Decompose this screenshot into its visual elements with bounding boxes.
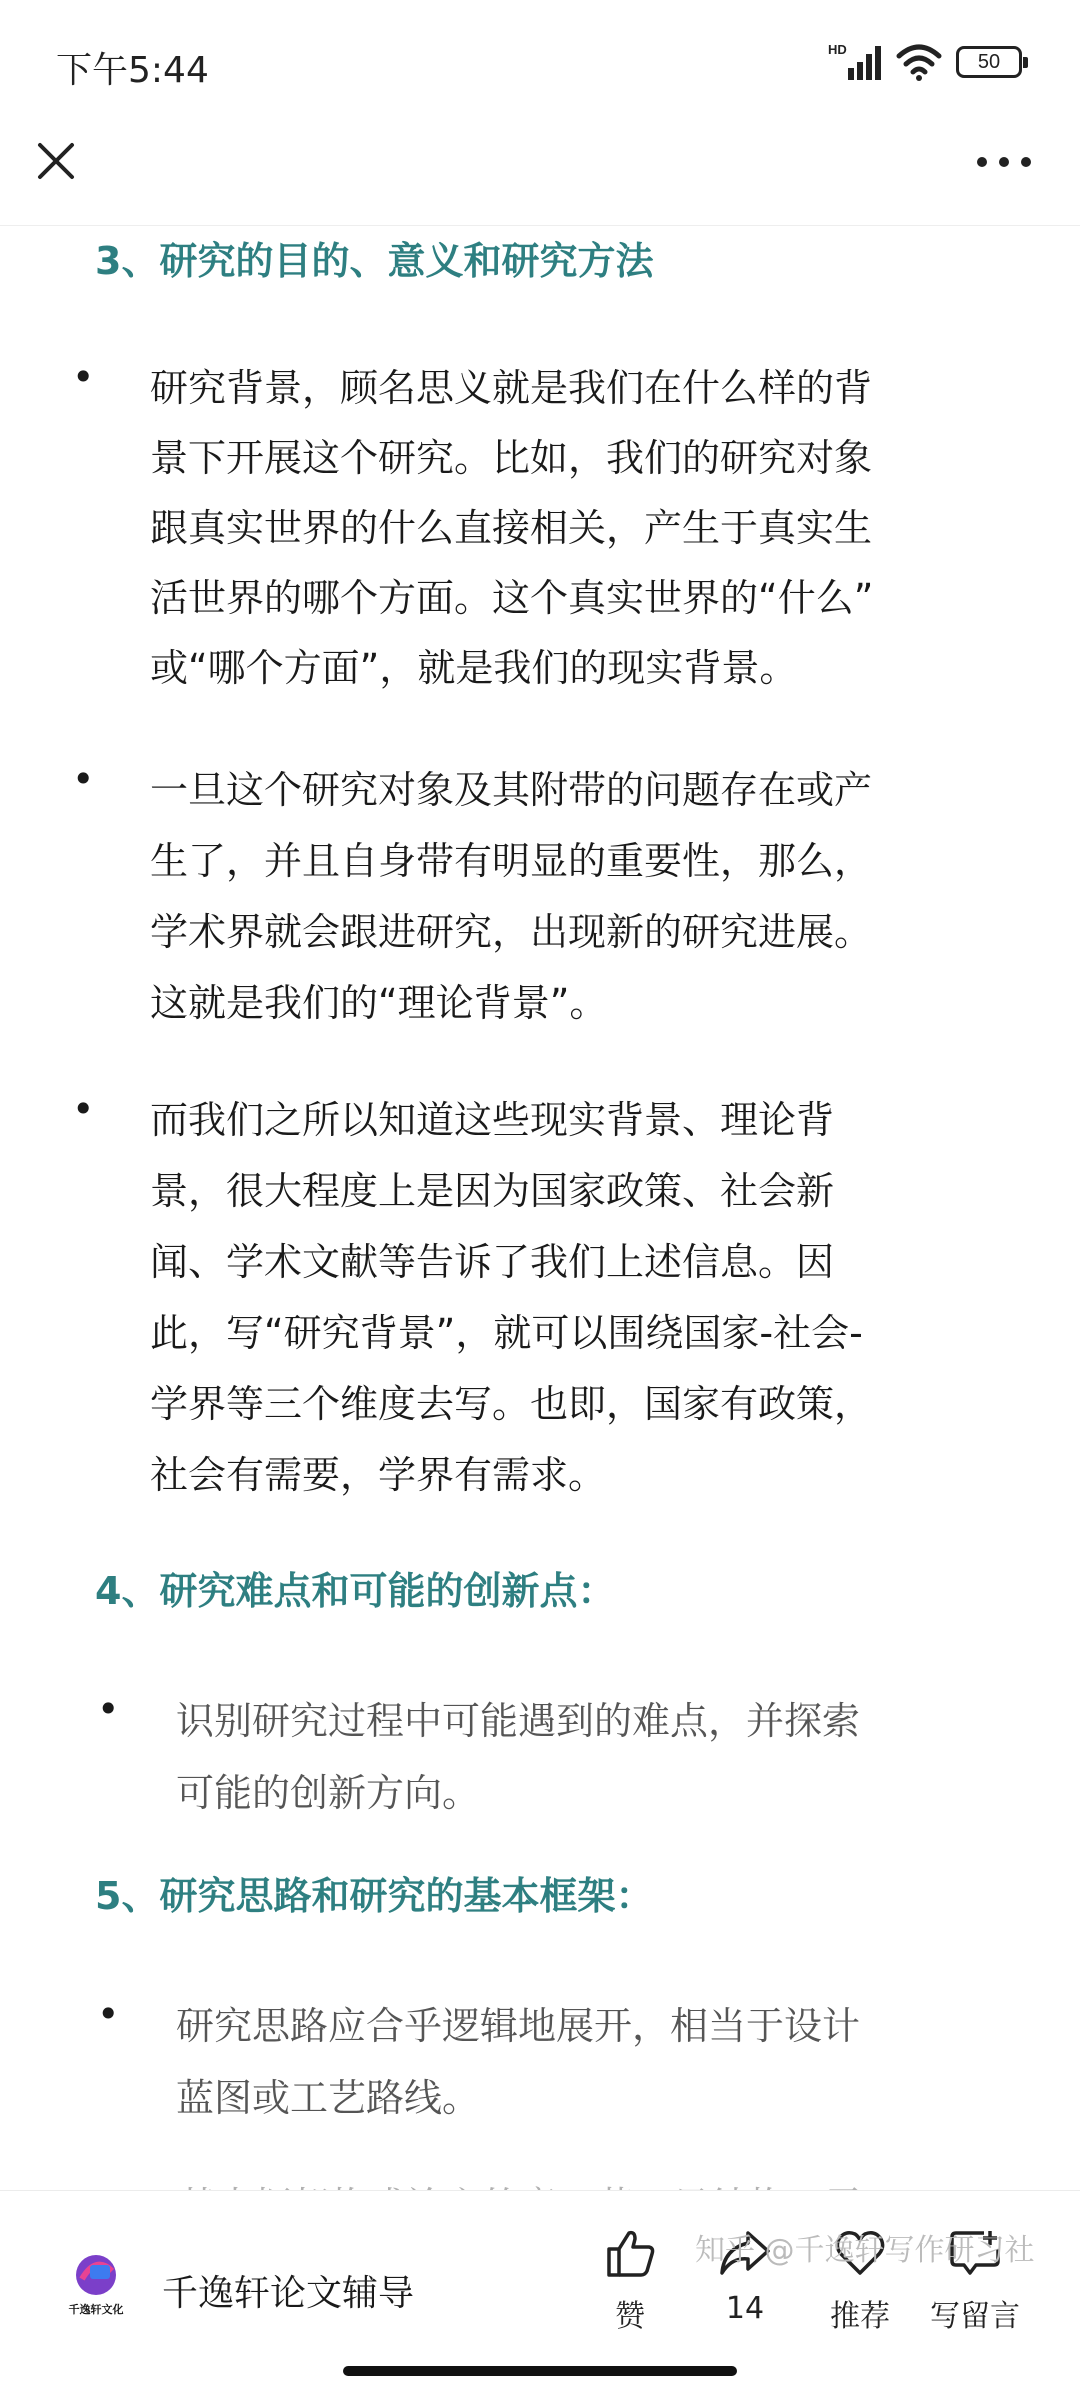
logo-icon [62, 2249, 130, 2317]
status-bar [0, 0, 1080, 125]
paragraph-research-approach [176, 1990, 860, 2134]
battery-level: 50 [977, 51, 1001, 73]
comment-label: 写留言 [930, 2299, 1020, 2334]
paragraph-writing-background [150, 1085, 872, 1511]
watermark: 知乎 @千逸轩写作研习社 [695, 2233, 1035, 2268]
status-time: 下午5:44 [56, 50, 209, 91]
text-line: 研究背景，顾名思义就是我们在什么样的背 [150, 366, 873, 410]
bullet-dot: • [72, 355, 95, 399]
text-line: 此，写“研究背景”，就可以围绕国家-社会- [150, 1311, 863, 1355]
section-title-3: 3、研究的目的、意义和研究方法 [95, 239, 654, 283]
text-line: 蓝图或工艺路线。 [176, 2076, 481, 2120]
battery-icon [956, 46, 1022, 78]
article-content [0, 225, 1080, 2190]
text-line: 或“哪个方面”，就是我们的现实背景。 [150, 646, 798, 690]
logo-text: 千逸轩文化 [68, 2304, 124, 2316]
recommend-label: 推荐 [830, 2299, 890, 2334]
bullet-dot: • [72, 757, 95, 801]
text-line: 活世界的哪个方面。这个真实世界的“什么” [150, 576, 874, 620]
section-title-4: 4、研究难点和可能的创新点： [95, 1569, 616, 1613]
bullet-dot: • [72, 1087, 95, 1131]
bullet-dot: • [97, 1992, 120, 2036]
status-icons [826, 40, 1022, 84]
bullet-dot: • [97, 1687, 120, 1731]
battery-tip [1023, 57, 1028, 68]
text-line: 景下开展这个研究。比如，我们的研究对象 [150, 436, 873, 480]
paragraph-research-background [150, 353, 873, 703]
author-logo[interactable] [62, 2249, 130, 2317]
signal-icon [826, 42, 882, 82]
text-line: 社会有需要，学界有需求。 [150, 1453, 607, 1497]
text-line: 这就是我们的“理论背景”。 [150, 981, 608, 1025]
section-title-5: 5、研究思路和研究的基本框架： [95, 1874, 654, 1918]
text-line: 景，很大程度上是因为国家政策、社会新 [150, 1169, 835, 1213]
network-label: HD [828, 42, 847, 57]
like-button[interactable] [580, 2227, 680, 2335]
share-count: 14 [725, 2291, 765, 2326]
like-label: 赞 [615, 2299, 645, 2334]
text-line: 生了，并且自身带有明显的重要性，那么， [150, 839, 873, 883]
wifi-icon [896, 42, 942, 82]
paragraph-theory-background [150, 755, 872, 1039]
text-line: 研究思路应合乎逻辑地展开，相当于设计 [176, 2004, 861, 2048]
top-bar [0, 125, 1080, 226]
text-line: 可能的创新方向。 [176, 1771, 481, 1815]
paragraph-difficulties [176, 1685, 860, 1829]
home-indicator[interactable] [343, 2366, 737, 2376]
text-line: 跟真实世界的什么直接相关，产生于真实生 [150, 506, 873, 550]
text-line: 学界等三个维度去写。也即，国家有政策， [150, 1382, 873, 1426]
author-name[interactable]: 千逸轩论文辅导 [162, 2273, 415, 2314]
more-options-icon[interactable] [970, 147, 1040, 177]
close-icon[interactable] [30, 135, 80, 185]
text-line: 闻、学术文献等告诉了我们上述信息。因 [150, 1240, 835, 1284]
text-line: 学术界就会跟进研究，出现新的研究进展。 [150, 910, 873, 954]
text-line: 识别研究过程中可能遇到的难点，并探索 [176, 1699, 861, 1743]
text-line: 一旦这个研究对象及其附带的问题存在或产 [150, 768, 873, 812]
text-line: 而我们之所以知道这些现实背景、理论背 [150, 1098, 835, 1142]
thumbs-up-icon [603, 2227, 657, 2279]
